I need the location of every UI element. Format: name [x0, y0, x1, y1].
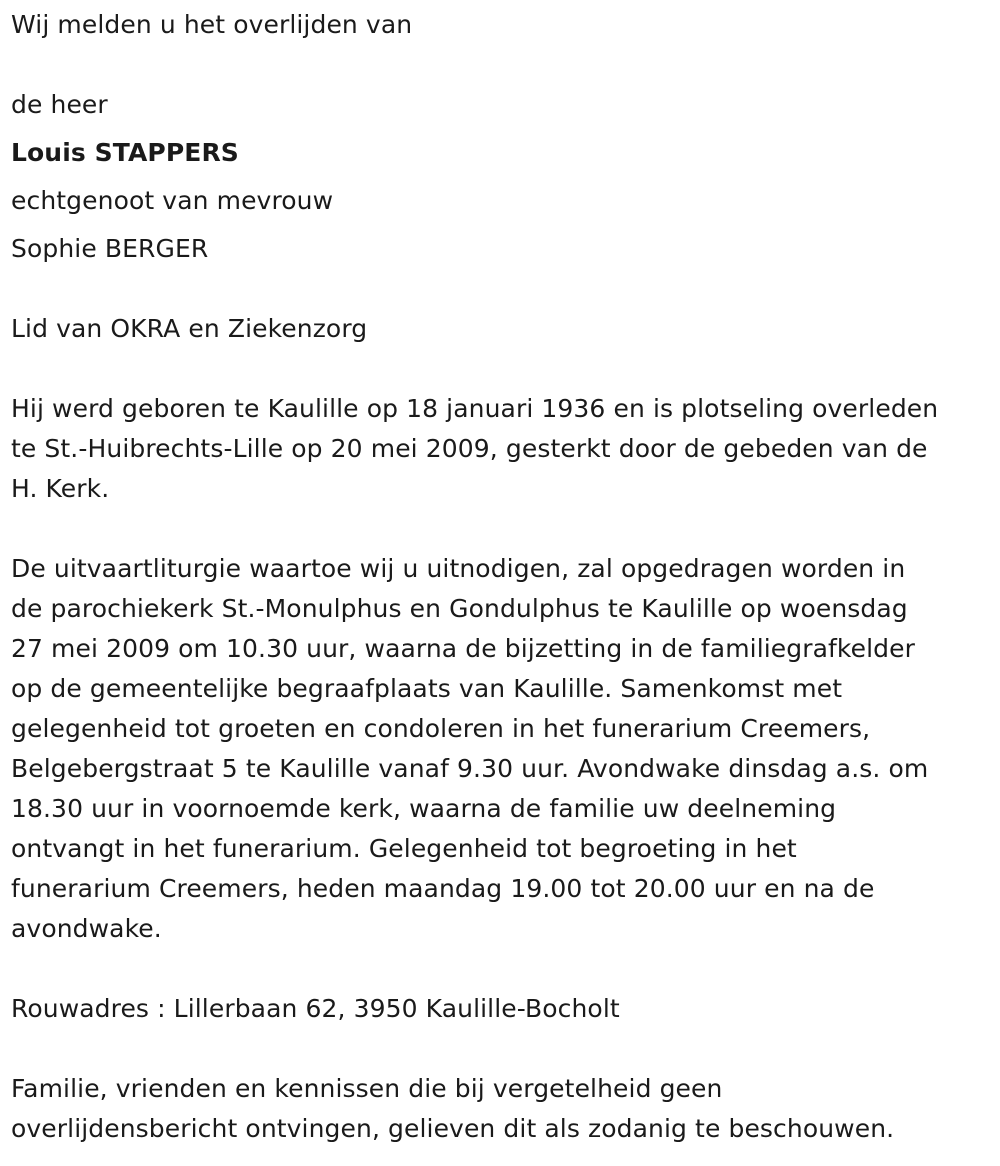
- spacer: [11, 349, 1000, 389]
- title-text: de heer: [11, 90, 108, 119]
- intro-text: Wij melden u het overlijden van: [11, 10, 413, 39]
- paragraph-line: op de gemeentelijke begraafplaats van Kaulille. Samenkomst met: [11, 674, 843, 703]
- spacer: [11, 269, 1000, 309]
- spacer: [11, 509, 1000, 549]
- paragraph-line: 18.30 uur in voornoemde kerk, waarna de familie uw deelneming: [11, 794, 837, 823]
- paragraph-line: te St.-Huibrechts-Lille op 20 mei 2009, gesterkt door de gebeden van de: [11, 434, 928, 463]
- paragraph-line: Belgebergstraat 5 te Kaulille vanaf 9.30 uur. Avondwake dinsdag a.s. om: [11, 754, 929, 783]
- mourning-address: Rouwadres : Lillerbaan 62, 3950 Kaulille-Bocholt: [11, 994, 620, 1023]
- paragraph-line: gelegenheid tot groeten en condoleren in het funerarium Creemers,: [11, 714, 871, 743]
- paragraph-line: Hij werd geboren te Kaulille op 18 januari 1936 en is plotseling overleden: [11, 394, 939, 423]
- paragraph-line: ontvangt in het funerarium. Gelegenheid tot begroeting in het: [11, 834, 797, 863]
- paragraph-line: de parochiekerk St.-Monulphus en Gondulphus te Kaulille op woensdag: [11, 594, 908, 623]
- paragraph-line: overlijdensbericht ontvingen, gelieven dit als zodanig te beschouwen.: [11, 1114, 895, 1143]
- paragraph-line: funerarium Creemers, heden maandag 19.00 tot 20.00 uur en na de: [11, 874, 875, 903]
- paragraph-line: avondwake.: [11, 914, 162, 943]
- paragraph-line: Familie, vrienden en kennissen die bij vergetelheid geen: [11, 1074, 723, 1103]
- spacer: [11, 45, 1000, 85]
- paragraph-line: De uitvaartliturgie waartoe wij u uitnodigen, zal opgedragen worden in: [11, 554, 906, 583]
- paragraph-line: H. Kerk.: [11, 474, 110, 503]
- spacer: [11, 949, 1000, 989]
- funeral-paragraph: [11, 549, 1000, 949]
- birth-death-paragraph: [11, 389, 1000, 509]
- spouse-name: Sophie BERGER: [11, 234, 209, 263]
- paragraph-line: 27 mei 2009 om 10.30 uur, waarna de bijzetting in de familiegrafkelder: [11, 634, 915, 663]
- closing-paragraph: [11, 1069, 1000, 1149]
- spouse-label: echtgenoot van mevrouw: [11, 186, 334, 215]
- spacer: [11, 1029, 1000, 1069]
- membership-text: Lid van OKRA en Ziekenzorg: [11, 314, 368, 343]
- deceased-name: Louis STAPPERS: [11, 138, 239, 167]
